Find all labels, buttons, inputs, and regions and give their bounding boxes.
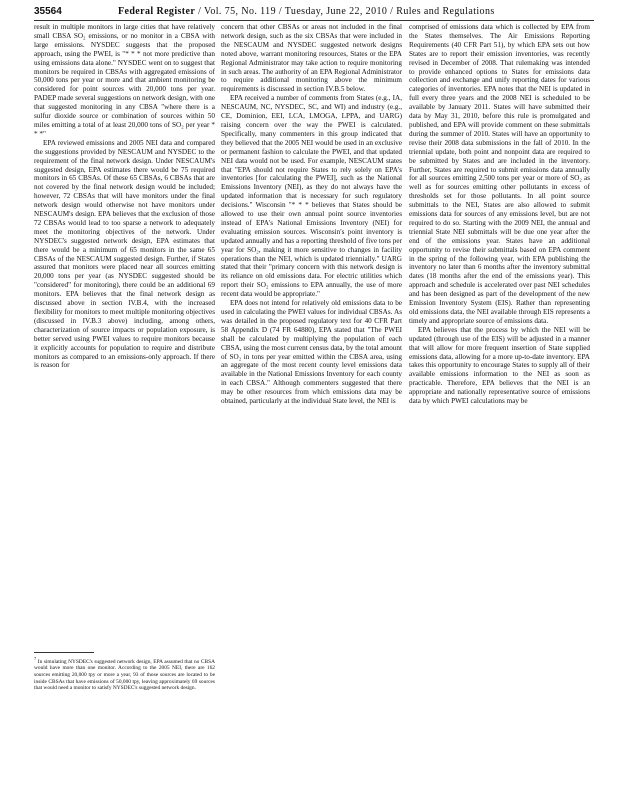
publication-name: Federal Register [118, 6, 196, 17]
paragraph: EPA does not intend for relatively old emissions data to be used in calculating the PWEI values for individual CBSAs. As was detailed in the proposed regulatory text for 40 CFR Part 58 Appendix D (74 FR 64880), EPA stated that "The PWEI shall be calculated by multiplying the population of each CBSA, using the most current census data, by the total amount of SO₂ in tons per year emitted within the CBSA area, using an aggregate of the most recent county level emissions data available in the National Emissions Inventory for each county in each CBSA." Although commenters suggested that there may be other resources from which emissions data may be obtained, particularly at the individual State level, the NEI is [221, 299, 402, 406]
paragraph: EPA reviewed emissions and 2005 NEI data and compared the suggestions provided by NESCAUM and NYSDEC to the requirement of the final network design. Under NESCAUM's suggested design, EPA estimates there would be 75 required monitors in 65 CBSAs. Of these 65 CBSAs, 6 CBSAs that are not covered by the final network design would be included; however, 72 CBSAs that will have monitors under the final network design would otherwise not have monitors under NESCAUM's design. EPA believes that the exclusion of those 72 CBSAs would lead to too sparse a network to adequately meet the monitoring objectives of the network. Under NYSDEC's suggested network design, EPA estimates that there would be a minimum of 65 monitors in the same 65 CBSAs of the NESCAUM suggested design. Further, if States assured that monitors were placed near all sources emitting 20,000 tons per year (as NYSDEC suggested should be "considered" for monitoring), there could be an additional 69 monitors. EPA believes that the final network design as discussed above in section IV.B.4, with the increased flexibility for monitors to meet multiple monitoring objectives (discussed in IV.B.3 above) including, among others, characterization of source impacts or population exposure, is better served using PWEI values to require monitors because it explicitly accounts for population to require and distribute monitors as compared to an emissions-only approach. If there is reason for [34, 138, 215, 370]
paragraph: EPA believes that the process by which the NEI will be updated (through use of the EIS) will be adjusted in a manner that will allow for more frequent insertion of State supplied emissions data, allowing for a more up-to-date inventory. EPA takes this opportunity to encourage States to supply all of their available emissions information to the NEI as soon as practicable. Therefore, EPA believes that the NEI is an appropriate and nationally representative source of emissions data by which PWEI calculations may be [409, 325, 590, 406]
paragraph: EPA received a number of comments from States (e.g., IA, NESCAUM, NC, NYSDEC, SC, and WI) and industry (e.g., CE, Dominion, EEI, LCA, LMOGA, LPPA, and UARG) raising concern over the way the PWEI is calculated. Specifically, many commenters in this group indicated that they believed that the 2005 NEI would be used in an exclusive or permanent fashion to calculate the PWEI, and that updated NEI data would not be used. For example, NESCAUM states that "EPA should not require States to rely solely on EPA's inventories [for calculating the PWEI], such as the National Emissions Inventory (NEI), as they do not always have the updated information that is necessary for such regulatory decisions." Wisconsin "* * * believes that States should be allowed to use their own annual point source inventories instead of EPA's National Emissions Inventory (NEI) for evaluating emission sources. Wisconsin's point inventory is updated annually and has a reporting threshold of five tons per year for SO₂, making it more sensitive to changes in facility operations than the NEI, which is updated triennially." UARG stated that their "primary concern with this network design is its reliance on old emissions data. For electric utilities which report their SO₂ emissions to EPA annually, the use of more recent data would be appropriate." [221, 94, 402, 299]
running-title [118, 6, 495, 17]
footnote-divider [34, 652, 94, 653]
paragraph: result in multiple monitors in large cities that have relatively small CBSA SO₂ emissions, or no monitor in a CBSA with large emissions. NYSDEC suggests that the proposed approach, using the PWEI, is "* * * not more predictive than using emissions data alone." NYSDEC went on to suggest that monitors be required in CBSAs with aggregated emissions of 50,000 tons per year or more and that ambient monitoring be considered for point sources with 20,000 tons per year. PADEP made several suggestions on network design, with one that suggested monitoring in any CBSA "where there is a sulfur dioxide source or combination of sources within 50 miles emitting a total of at least 20,000 tons of SO₂ per year * * *" [34, 23, 215, 138]
paragraph: comprised of emissions data which is collected by EPA from the States themselves. The Air Emissions Reporting Requirements (40 CFR Part 51), by which EPA sets out how States are to report their emission inventories, was recently revised in December of 2008. That rulemaking was intended to provide enhanced options to States for emissions data collection and exchange and unify reporting dates for various categories of inventories. EPA notes that the NEI is updated in full every three years and the 2008 NEI is scheduled to be available by January 2011. States will have submitted their data by May 31, 2010, before this rule is promulgated and published, and EPA will provide comment on these submittals during the summer of 2010. States will have an opportunity to revise their 2008 data submissions in the fall of 2010. In the triennial update, both point and nonpoint data are required to be submitted by States and are included in the inventory. Further, States are required to submit emissions data annually for all sources emitting 2,500 tons per year or more of SO₂ as well as for sources emitting other pollutants in excess of thresholds set for those pollutants. In all point source submittals to the NEI, States are also allowed to submit emissions data for sources of any emissions level, but are not required to do so. Starting with the 2009 NEI, the annual and triennial State NEI submittals will be due one year after the end of the emissions year. States have an additional opportunity to revise their submittals based on EPA comment in the spring of the following year, with EPA publishing the inventory no later than 6 months after the inventory submittal dates (18 months after the end of the emissions year). This approach and schedule is accelerated over past NEI schedules and has been designed as part of the development of the new Emission Inventory System (EIS). Rather than representing old emissions data, the NEI available through EIS represents a timely and appropriate source of emissions data. [409, 23, 590, 325]
footnote-text: In simulating NYSDEC's suggested network design, EPA assumed that no CBSA would have more than one monitor. According to the 2005 NEI, there are 162 sources emitting 20,000 tpy or more a year, 93 of those sources are located to be inside CBSAs that have emissions of 50,000 tpy, leaving approximately 69 sources that would need a monitor to satisfy NYSDEC's suggested network design. [34, 658, 215, 692]
page-header [34, 6, 594, 21]
issue-info: / Vol. 75, No. 119 / Tuesday, June 22, 2010 / Rules and Regulations [198, 6, 495, 17]
text-column-1 [34, 23, 215, 648]
text-column-2 [221, 23, 402, 788]
paragraph: concern that other CBSAs or areas not included in the final network design, such as the six CBSAs that were included in the NESCAUM and NYSDEC suggested network designs noted above, warrant monitoring resources, States or the EPA Regional Administrator may take action to require monitoring in such areas. The authority of an EPA Regional Administrator to require additional monitoring above the minimum requirements is discussed in section IV.B.5 below. [221, 23, 402, 94]
footnote [34, 656, 215, 772]
text-column-3 [409, 23, 590, 788]
footnote-marker: 7 [34, 656, 37, 661]
page-number: 35564 [34, 6, 62, 17]
